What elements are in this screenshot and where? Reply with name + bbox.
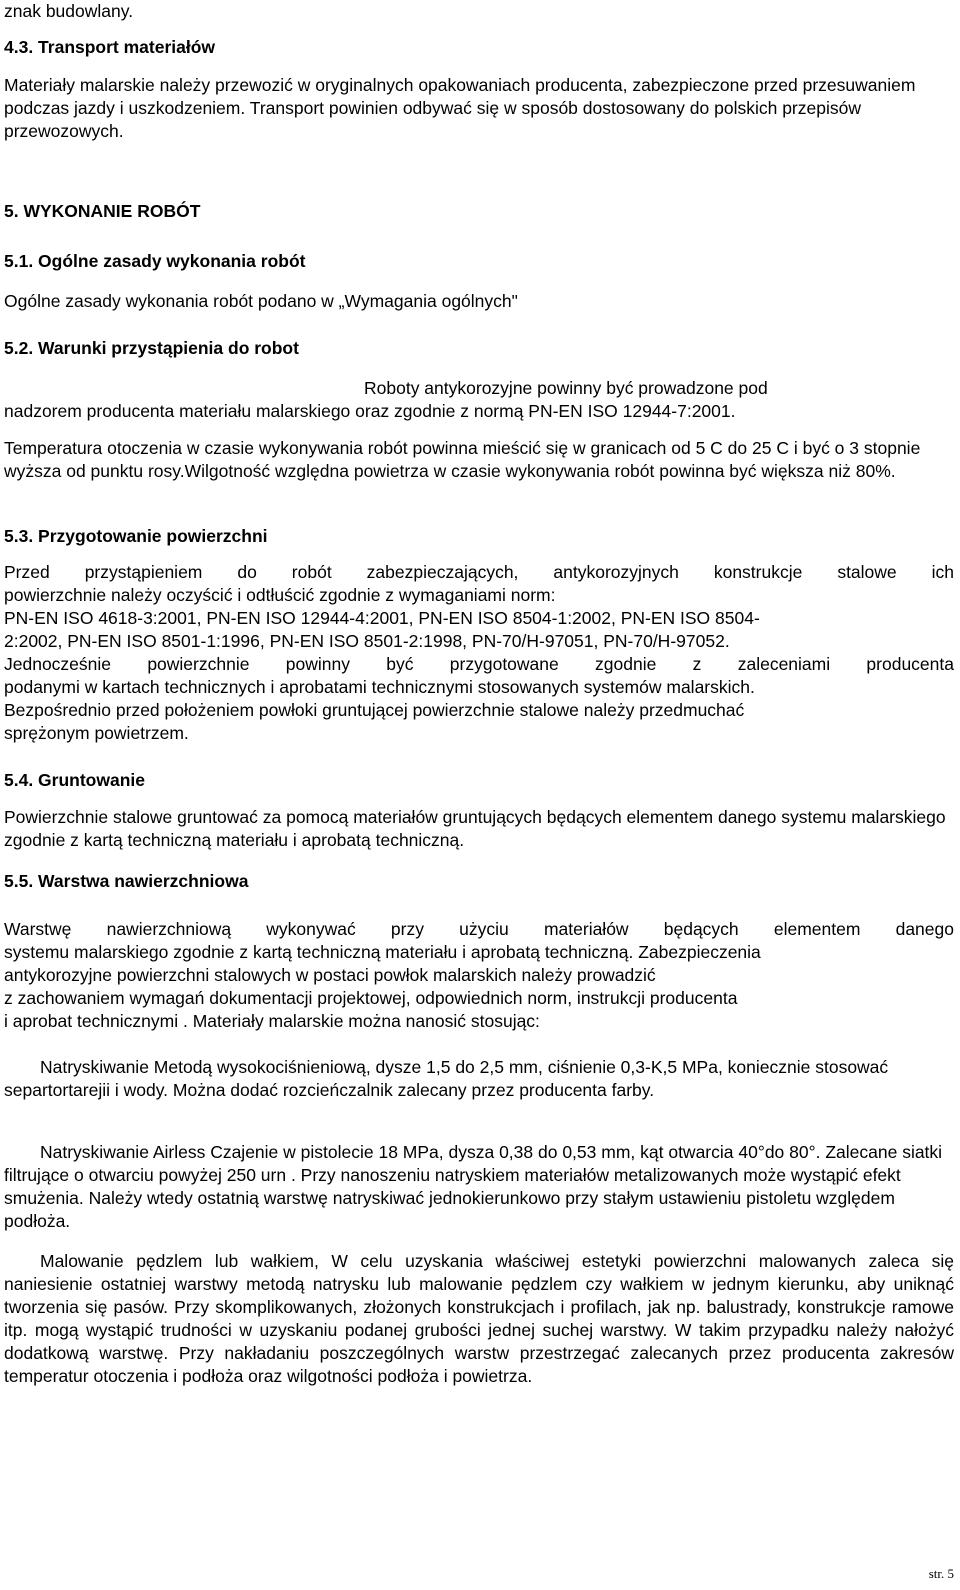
text-line: z zachowaniem wymagań dokumentacji projektowej, odpowiednich norm, instrukcji producenta <box>4 988 738 1008</box>
top-line: znak budowlany. <box>4 1 134 21</box>
text-line: podanymi w kartach technicznych i aprobatami technicznymi stosowanych systemów malarskich. <box>4 677 755 697</box>
page-number: str. 5 <box>928 1566 954 1581</box>
paragraph-malowanie: Malowanie pędzlem lub wałkiem, W celu uzyskania właściwej estetyki powierzchni malowanych zaleca się naniesienie ostatniej warstwy metodą natrysku lub malowanie pędzlem czy wałkiem w jednym kierunku, aby uniknąć tworzenia się pasów. Przy skomplikowanych, złożonych konstrukcjach i profilach, jak np. balustrady, konstrukcje ramowe itp. mogą wystąpić trudności w uzyskaniu podanej grubości jednej suchej warstwy. W takim przypadku należy nałożyć dodatkową warstwę. Przy nakładaniu poszczególnych warstw przestrzegać zalecanych przez producenta zakresów temperatur otoczenia i podłoża oraz wilgotności podłoża i powietrza. <box>4 1251 954 1386</box>
text-line: antykorozyjne powierzchni stalowych w postaci powłok malarskich należy prowadzić <box>4 965 656 985</box>
text-line: PN-EN ISO 4618-3:2001, PN-EN ISO 12944-4:2001, PN-EN ISO 8504-1:2002, PN-EN ISO 8504- <box>4 608 760 628</box>
text-line: Jednocześnie powierzchnie powinny być przygotowane zgodnie z zaleceniami producenta <box>4 654 954 674</box>
paragraph-gruntowanie: Powierzchnie stalowe gruntować za pomocą materiałów gruntujących będących elementem danego systemu malarskiego zgodnie z kartą techniczną materiału i aprobatą techniczną. <box>4 807 946 850</box>
heading-5-4: 5.4. Gruntowanie <box>4 770 145 790</box>
heading-5-5: 5.5. Warstwa nawierzchniowa <box>4 871 249 891</box>
paragraph-airless: Natryskiwanie Airless Czajenie w pistolecie 18 MPa, dysza 0,38 do 0,53 mm, kąt otwarcia 40°do 80°. Zalecane siatki filtrujące o otwarciu powyżej 250 urn . Przy nanoszeniu natryskiem materiałów metalizowanych może wystąpić efekt smużenia. Należy wtedy ostatnią warstwę natryskiwać jednokierunkowo przy stałym ustawieniu pistoletu względem podłoża. <box>4 1142 943 1231</box>
paragraph-natryskiwanie: Natryskiwanie Metodą wysokociśnieniową, dysze 1,5 do 2,5 mm, ciśnienie 0,3-K,5 MPa, koniecznie stosować separtortarejii i wody. Można dodać rozcieńczalnik zalecany przez producenta farby. <box>4 1057 889 1100</box>
heading-4-3: 4.3. Transport materiałów <box>4 37 216 57</box>
paragraph-warstwa <box>4 918 954 1033</box>
text-line: Warstwę nawierzchniową wykonywać przy użyciu materiałów będących elementem danego <box>4 919 954 939</box>
paragraph-warunki-a: Roboty antykorozyjne powinny być prowadzone pod <box>364 378 768 398</box>
paragraph-temperatura: Temperatura otoczenia w czasie wykonywania robót powinna mieścić się w granicach od 5 C do 25 C i być o 3 stopnie wyższa od punktu rosy.Wilgotność względna powietrza w czasie wykonywania robót powinna być większa niż 80%. <box>4 438 921 481</box>
heading-5-3: 5.3. Przygotowanie powierzchni <box>4 526 268 546</box>
paragraph-warunki-b: nadzorem producenta materiału malarskiego oraz zgodnie z normą PN-EN ISO 12944-7:2001. <box>4 401 736 421</box>
text-line: Przed przystąpieniem do robót zabezpieczających, antykorozyjnych konstrukcje stalowe ich <box>4 562 954 582</box>
text-line: 2:2002, PN-EN ISO 8501-1:1996, PN-EN ISO 8501-2:1998, PN-70/H-97051, PN-70/H-97052. <box>4 631 730 651</box>
text-line: i aprobat technicznymi . Materiały malarskie można nanosić stosując: <box>4 1011 540 1031</box>
text-line: sprężonym powietrzem. <box>4 723 189 743</box>
paragraph-ogolne-zasady: Ogólne zasady wykonania robót podano w „Wymagania ogólnych" <box>4 291 518 311</box>
text-line: Bezpośrednio przed położeniem powłoki gruntującej powierzchnie stalowe należy przedmuchać <box>4 700 745 720</box>
paragraph-przygotowanie <box>4 561 954 745</box>
heading-5-1: 5.1. Ogólne zasady wykonania robót <box>4 251 306 271</box>
heading-5: 5. WYKONANIE ROBÓT <box>4 201 201 221</box>
text-line: systemu malarskiego zgodnie z kartą techniczną materiału i aprobatą techniczną. Zabezpieczenia <box>4 942 761 962</box>
paragraph-transport: Materiały malarskie należy przewozić w oryginalnych opakowaniach producenta, zabezpieczone przed przesuwaniem podczas jazdy i uszkodzeniem. Transport powinien odbywać się w sposób dostosowany do polskich przepisów przewozowych. <box>4 75 916 141</box>
text-line: powierzchnie należy oczyścić i odtłuścić zgodnie z wymaganiami norm: <box>4 585 556 605</box>
heading-5-2: 5.2. Warunki przystąpienia do robot <box>4 338 299 358</box>
